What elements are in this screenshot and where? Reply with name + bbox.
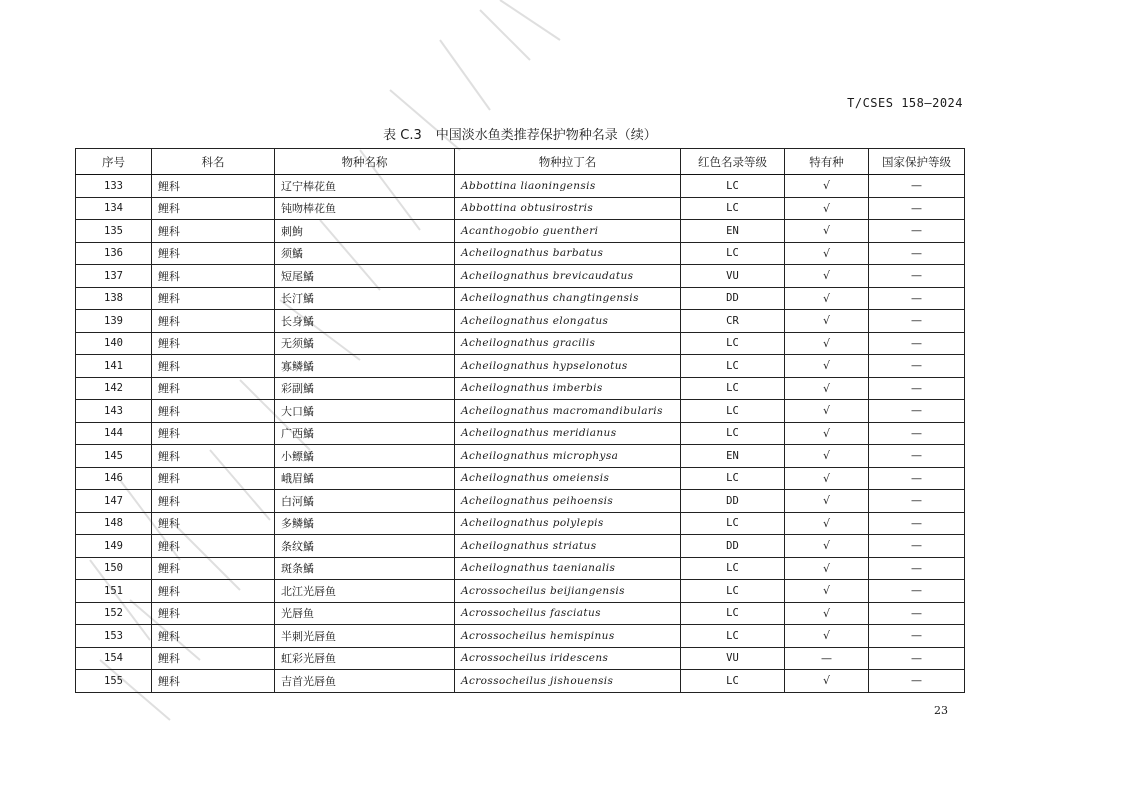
cell-latin-name: Acheilognathus microphysa (455, 445, 681, 468)
cell-family: 鲤科 (152, 332, 275, 355)
cell-index: 153 (76, 625, 152, 648)
cell-species-name: 长身鱊 (275, 310, 455, 333)
cell-index: 146 (76, 467, 152, 490)
cell-endemic: √ (785, 512, 869, 535)
cell-latin-name: Acrossocheilus iridescens (455, 647, 681, 670)
cell-latin-name: Acheilognathus hypselonotus (455, 355, 681, 378)
cell-index: 145 (76, 445, 152, 468)
cell-species-name: 彩副鱊 (275, 377, 455, 400)
cell-redlist-status: VU (681, 647, 785, 670)
cell-latin-name: Acheilognathus striatus (455, 535, 681, 558)
cell-endemic: — (785, 647, 869, 670)
cell-species-name: 白河鱊 (275, 490, 455, 513)
cell-species-name: 钝吻棒花鱼 (275, 197, 455, 220)
cell-protection-level: — (869, 220, 965, 243)
cell-index: 140 (76, 332, 152, 355)
cell-endemic: √ (785, 670, 869, 693)
cell-protection-level: — (869, 400, 965, 423)
table-row (76, 602, 965, 625)
cell-protection-level: — (869, 557, 965, 580)
cell-latin-name: Abbottina liaoningensis (455, 175, 681, 198)
table-row (76, 377, 965, 400)
species-table (75, 148, 965, 693)
cell-redlist-status: LC (681, 377, 785, 400)
cell-index: 142 (76, 377, 152, 400)
cell-protection-level: — (869, 602, 965, 625)
cell-species-name: 寡鳞鱊 (275, 355, 455, 378)
cell-latin-name: Acheilognathus taenianalis (455, 557, 681, 580)
cell-endemic: √ (785, 197, 869, 220)
cell-latin-name: Acheilognathus omeiensis (455, 467, 681, 490)
cell-species-name: 广西鱊 (275, 422, 455, 445)
cell-index: 143 (76, 400, 152, 423)
cell-protection-level: — (869, 512, 965, 535)
cell-redlist-status: DD (681, 287, 785, 310)
cell-redlist-status: LC (681, 422, 785, 445)
cell-family: 鲤科 (152, 287, 275, 310)
cell-species-name: 刺鮈 (275, 220, 455, 243)
cell-family: 鲤科 (152, 512, 275, 535)
cell-index: 135 (76, 220, 152, 243)
cell-redlist-status: LC (681, 602, 785, 625)
cell-latin-name: Acheilognathus peihoensis (455, 490, 681, 513)
cell-latin-name: Acheilognathus meridianus (455, 422, 681, 445)
cell-index: 138 (76, 287, 152, 310)
cell-latin-name: Acrossocheilus beijiangensis (455, 580, 681, 603)
table-row (76, 670, 965, 693)
cell-family: 鲤科 (152, 647, 275, 670)
cell-endemic: √ (785, 557, 869, 580)
table-row (76, 647, 965, 670)
cell-endemic: √ (785, 535, 869, 558)
cell-protection-level: — (869, 175, 965, 198)
cell-protection-level: — (869, 242, 965, 265)
table-row (76, 355, 965, 378)
cell-index: 139 (76, 310, 152, 333)
cell-protection-level: — (869, 355, 965, 378)
cell-species-name: 光唇鱼 (275, 602, 455, 625)
cell-index: 152 (76, 602, 152, 625)
cell-latin-name: Acrossocheilus jishouensis (455, 670, 681, 693)
cell-latin-name: Acheilognathus imberbis (455, 377, 681, 400)
cell-endemic: √ (785, 220, 869, 243)
cell-latin-name: Acheilognathus elongatus (455, 310, 681, 333)
table-body (76, 175, 965, 693)
cell-endemic: √ (785, 490, 869, 513)
cell-species-name: 须鱊 (275, 242, 455, 265)
table-row (76, 287, 965, 310)
cell-endemic: √ (785, 377, 869, 400)
table-title: 中国淡水鱼类推荐保护物种名录（续） (435, 128, 657, 143)
cell-family: 鲤科 (152, 422, 275, 445)
cell-index: 155 (76, 670, 152, 693)
col-header-species-name: 物种名称 (275, 149, 455, 175)
cell-endemic: √ (785, 580, 869, 603)
cell-latin-name: Acheilognathus gracilis (455, 332, 681, 355)
table-number: 表 C.3 (383, 128, 422, 143)
cell-species-name: 小鳔鱊 (275, 445, 455, 468)
cell-latin-name: Acanthogobio guentheri (455, 220, 681, 243)
cell-species-name: 条纹鱊 (275, 535, 455, 558)
cell-species-name: 大口鱊 (275, 400, 455, 423)
cell-species-name: 长汀鱊 (275, 287, 455, 310)
col-header-protection: 国家保护等级 (869, 149, 965, 175)
cell-family: 鲤科 (152, 197, 275, 220)
table-row (76, 467, 965, 490)
cell-index: 149 (76, 535, 152, 558)
cell-index: 154 (76, 647, 152, 670)
cell-family: 鲤科 (152, 535, 275, 558)
cell-endemic: √ (785, 242, 869, 265)
cell-redlist-status: LC (681, 175, 785, 198)
cell-species-name: 斑条鱊 (275, 557, 455, 580)
cell-family: 鲤科 (152, 445, 275, 468)
cell-endemic: √ (785, 445, 869, 468)
cell-protection-level: — (869, 625, 965, 648)
cell-protection-level: — (869, 287, 965, 310)
table-row (76, 490, 965, 513)
table-row (76, 400, 965, 423)
cell-family: 鲤科 (152, 242, 275, 265)
cell-family: 鲤科 (152, 400, 275, 423)
table-caption (0, 124, 1040, 143)
cell-latin-name: Acheilognathus polylepis (455, 512, 681, 535)
standard-code: T/CSES 158—2024 (847, 96, 963, 110)
cell-endemic: √ (785, 175, 869, 198)
cell-index: 133 (76, 175, 152, 198)
cell-species-name: 峨眉鱊 (275, 467, 455, 490)
col-header-endemic: 特有种 (785, 149, 869, 175)
cell-family: 鲤科 (152, 602, 275, 625)
cell-family: 鲤科 (152, 220, 275, 243)
cell-species-name: 多鳞鱊 (275, 512, 455, 535)
table-header-row (76, 149, 965, 175)
cell-protection-level: — (869, 332, 965, 355)
cell-protection-level: — (869, 377, 965, 400)
cell-redlist-status: LC (681, 467, 785, 490)
cell-redlist-status: LC (681, 400, 785, 423)
col-header-redlist: 红色名录等级 (681, 149, 785, 175)
cell-family: 鲤科 (152, 467, 275, 490)
cell-protection-level: — (869, 490, 965, 513)
cell-index: 141 (76, 355, 152, 378)
cell-protection-level: — (869, 670, 965, 693)
cell-family: 鲤科 (152, 175, 275, 198)
cell-family: 鲤科 (152, 355, 275, 378)
cell-protection-level: — (869, 310, 965, 333)
cell-redlist-status: LC (681, 197, 785, 220)
cell-latin-name: Acrossocheilus fasciatus (455, 602, 681, 625)
cell-species-name: 短尾鱊 (275, 265, 455, 288)
cell-protection-level: — (869, 647, 965, 670)
cell-redlist-status: VU (681, 265, 785, 288)
cell-latin-name: Acrossocheilus hemispinus (455, 625, 681, 648)
cell-endemic: √ (785, 625, 869, 648)
cell-family: 鲤科 (152, 670, 275, 693)
cell-family: 鲤科 (152, 265, 275, 288)
cell-latin-name: Acheilognathus changtingensis (455, 287, 681, 310)
cell-index: 151 (76, 580, 152, 603)
cell-redlist-status: LC (681, 580, 785, 603)
table-row (76, 242, 965, 265)
cell-protection-level: — (869, 422, 965, 445)
table-row (76, 220, 965, 243)
cell-redlist-status: LC (681, 625, 785, 648)
cell-endemic: √ (785, 400, 869, 423)
cell-index: 136 (76, 242, 152, 265)
cell-species-name: 北江光唇鱼 (275, 580, 455, 603)
cell-index: 144 (76, 422, 152, 445)
cell-species-name: 半刺光唇鱼 (275, 625, 455, 648)
cell-species-name: 吉首光唇鱼 (275, 670, 455, 693)
cell-protection-level: — (869, 535, 965, 558)
cell-family: 鲤科 (152, 377, 275, 400)
cell-endemic: √ (785, 265, 869, 288)
cell-redlist-status: LC (681, 512, 785, 535)
cell-redlist-status: EN (681, 445, 785, 468)
cell-endemic: √ (785, 332, 869, 355)
cell-endemic: √ (785, 287, 869, 310)
table-row (76, 197, 965, 220)
cell-protection-level: — (869, 467, 965, 490)
cell-family: 鲤科 (152, 310, 275, 333)
cell-redlist-status: CR (681, 310, 785, 333)
table-row (76, 535, 965, 558)
cell-endemic: √ (785, 310, 869, 333)
cell-redlist-status: DD (681, 535, 785, 558)
cell-endemic: √ (785, 467, 869, 490)
table-row (76, 175, 965, 198)
cell-latin-name: Acheilognathus brevicaudatus (455, 265, 681, 288)
table-row (76, 265, 965, 288)
cell-protection-level: — (869, 580, 965, 603)
cell-family: 鲤科 (152, 580, 275, 603)
cell-redlist-status: LC (681, 557, 785, 580)
table-row (76, 332, 965, 355)
cell-protection-level: — (869, 265, 965, 288)
cell-species-name: 虹彩光唇鱼 (275, 647, 455, 670)
table-row (76, 557, 965, 580)
cell-redlist-status: LC (681, 242, 785, 265)
cell-redlist-status: LC (681, 332, 785, 355)
col-header-latin-name: 物种拉丁名 (455, 149, 681, 175)
cell-endemic: √ (785, 355, 869, 378)
cell-endemic: √ (785, 602, 869, 625)
cell-redlist-status: LC (681, 670, 785, 693)
table-row (76, 625, 965, 648)
cell-latin-name: Acheilognathus macromandibularis (455, 400, 681, 423)
cell-index: 150 (76, 557, 152, 580)
cell-endemic: √ (785, 422, 869, 445)
col-header-family: 科名 (152, 149, 275, 175)
cell-redlist-status: LC (681, 355, 785, 378)
table-row (76, 310, 965, 333)
cell-redlist-status: DD (681, 490, 785, 513)
page-number: 23 (934, 704, 948, 717)
cell-family: 鲤科 (152, 490, 275, 513)
cell-index: 134 (76, 197, 152, 220)
table-row (76, 445, 965, 468)
cell-redlist-status: EN (681, 220, 785, 243)
table-row (76, 422, 965, 445)
table-row (76, 580, 965, 603)
cell-latin-name: Abbottina obtusirostris (455, 197, 681, 220)
cell-latin-name: Acheilognathus barbatus (455, 242, 681, 265)
cell-index: 147 (76, 490, 152, 513)
cell-index: 137 (76, 265, 152, 288)
table-row (76, 512, 965, 535)
col-header-index: 序号 (76, 149, 152, 175)
cell-family: 鲤科 (152, 557, 275, 580)
cell-protection-level: — (869, 197, 965, 220)
cell-family: 鲤科 (152, 625, 275, 648)
cell-protection-level: — (869, 445, 965, 468)
cell-species-name: 无须鱊 (275, 332, 455, 355)
cell-index: 148 (76, 512, 152, 535)
cell-species-name: 辽宁棒花鱼 (275, 175, 455, 198)
